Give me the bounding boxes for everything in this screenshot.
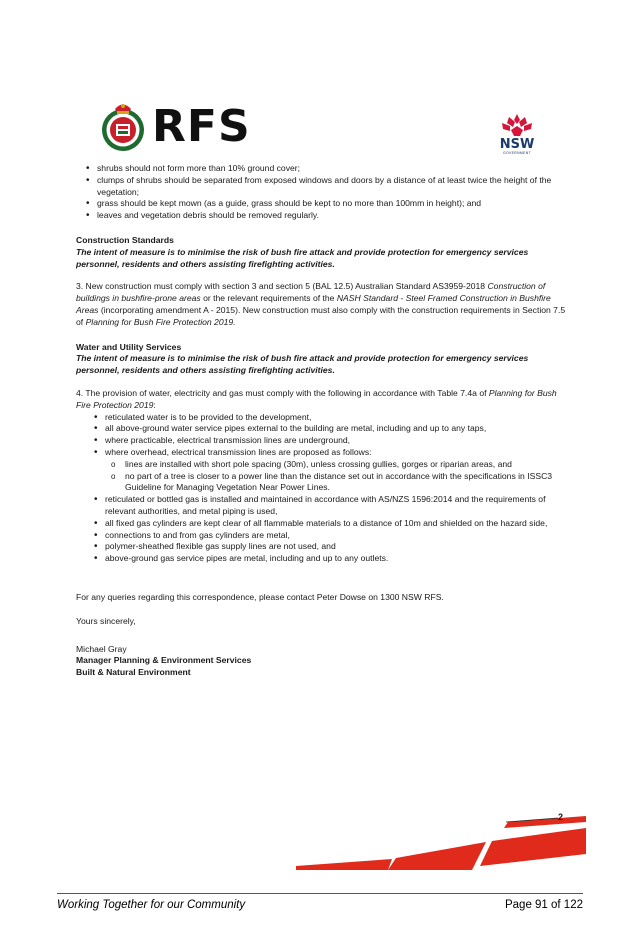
footer-divider bbox=[57, 893, 583, 894]
text-run: 4. The provision of water, electricity and gas must comply with the following in accordance with Table 7.4a of bbox=[76, 387, 489, 398]
list-item: • reticulated water is to be provided to the development, bbox=[84, 412, 568, 424]
construction-intent: The intent of measure is to minimise the risk of bush fire attack and provide protection for emergency services personnel, residents and others assisting firefighting activities. bbox=[76, 246, 529, 269]
signatory-unit: Built & Natural Environment bbox=[76, 667, 191, 678]
text-run: 3. New construction must comply with section 3 and section 5 (BAL 12.5) Australian Standard AS3959-2018 bbox=[76, 281, 488, 292]
construction-heading: Construction Standards bbox=[76, 234, 174, 245]
text-run: : bbox=[153, 399, 156, 410]
signatory-name: Michael Gray bbox=[76, 643, 127, 654]
nsw-wordmark: NSW bbox=[499, 137, 535, 152]
sub-list bbox=[105, 459, 568, 494]
standard-title: Construction of buildings in bushfire-prone areas bbox=[76, 281, 546, 304]
rfs-wordmark: RFS bbox=[152, 101, 251, 152]
footer-tagline: Working Together for our Community bbox=[57, 899, 246, 911]
queries-line: For any queries regarding this correspondence, please contact Peter Dowse on 1300 NSW RFS. bbox=[76, 591, 444, 602]
standard-title: NASH Standard - Steel Framed Construction in Bushfire Areas bbox=[76, 293, 551, 315]
list-item: • above-ground gas service pipes are metal, including and up to any outlets. bbox=[84, 553, 568, 565]
stripe-page-mark: 2 bbox=[558, 812, 564, 822]
letter-body bbox=[76, 163, 568, 679]
list-item: • connections to and from gas cylinders are metal, bbox=[84, 530, 568, 542]
list-item: • reticulated or bottled gas is installed and maintained in accordance with AS/NZS 1596:2014 and the requirements of relevant authorities, and metal piping is used, bbox=[84, 494, 568, 518]
list-item: • grass should be kept mown (as a guide, grass should be kept to no more than 100mm in height); and bbox=[76, 198, 568, 210]
utility-intent: The intent of measure is to minimise the risk of bush fire attack and provide protection for emergency services personnel, residents and others assisting firefighting activities. bbox=[76, 353, 529, 376]
text-run: or the relevant requirements of the bbox=[200, 293, 337, 304]
rfs-logo bbox=[100, 100, 251, 154]
rfs-stripes-decoration bbox=[296, 808, 586, 870]
nsw-government-label: GOVERNMENT bbox=[502, 151, 532, 155]
list-item: • leaves and vegetation debris should be removed regularly. bbox=[76, 210, 568, 222]
text-run: (incorporating amendment A - 2015). New construction must also comply with the construction requirements in Section 7.5 of bbox=[76, 304, 566, 327]
waratah-icon bbox=[498, 112, 536, 138]
salutation: Yours sincerely, bbox=[76, 615, 136, 626]
construction-paragraph bbox=[76, 281, 568, 328]
publication-title: Planning for Bush Fire Protection 2019 bbox=[76, 387, 557, 410]
list-item bbox=[84, 447, 568, 494]
publication-title: Planning for Bush Fire Protection 2019. bbox=[85, 316, 236, 327]
utility-list bbox=[84, 412, 568, 565]
page-number: Page 91 of 122 bbox=[504, 899, 583, 911]
signatory-title: Manager Planning & Environment Services bbox=[76, 655, 252, 666]
list-item: • all fixed gas cylinders are kept clear of all flammable materials to a distance of 10m and shielded on the hazard side, bbox=[84, 518, 568, 530]
list-item: • polymer-sheathed flexible gas supply lines are not used, and bbox=[84, 541, 568, 553]
vegetation-list bbox=[76, 163, 568, 222]
utility-heading: Water and Utility Services bbox=[76, 341, 182, 352]
sub-list-item: o no part of a tree is closer to a power line than the distance set out in accordance with the specifications in ISSC3 Guideline for Managing Vegetation Near Power Lines. bbox=[105, 471, 568, 495]
utility-requirements bbox=[84, 412, 568, 565]
list-item: • shrubs should not form more than 10% ground cover; bbox=[76, 163, 568, 175]
list-item: • all above-ground water service pipes external to the building are metal, including and up to any taps, bbox=[84, 423, 568, 435]
list-item: • clumps of shrubs should be separated from exposed windows and doors by a distance of at least twice the height of the vegetation; bbox=[76, 175, 568, 199]
list-item: • where practicable, electrical transmission lines are underground, bbox=[84, 435, 568, 447]
nsw-government-logo bbox=[494, 112, 540, 162]
rfs-badge-icon bbox=[100, 100, 146, 154]
sub-list-item: o lines are installed with short pole spacing (30m), unless crossing gullies, gorges or riparian areas, and bbox=[105, 459, 568, 471]
list-item-text: where overhead, electrical transmission lines are proposed as follows: bbox=[105, 446, 372, 457]
utility-paragraph bbox=[76, 388, 568, 412]
